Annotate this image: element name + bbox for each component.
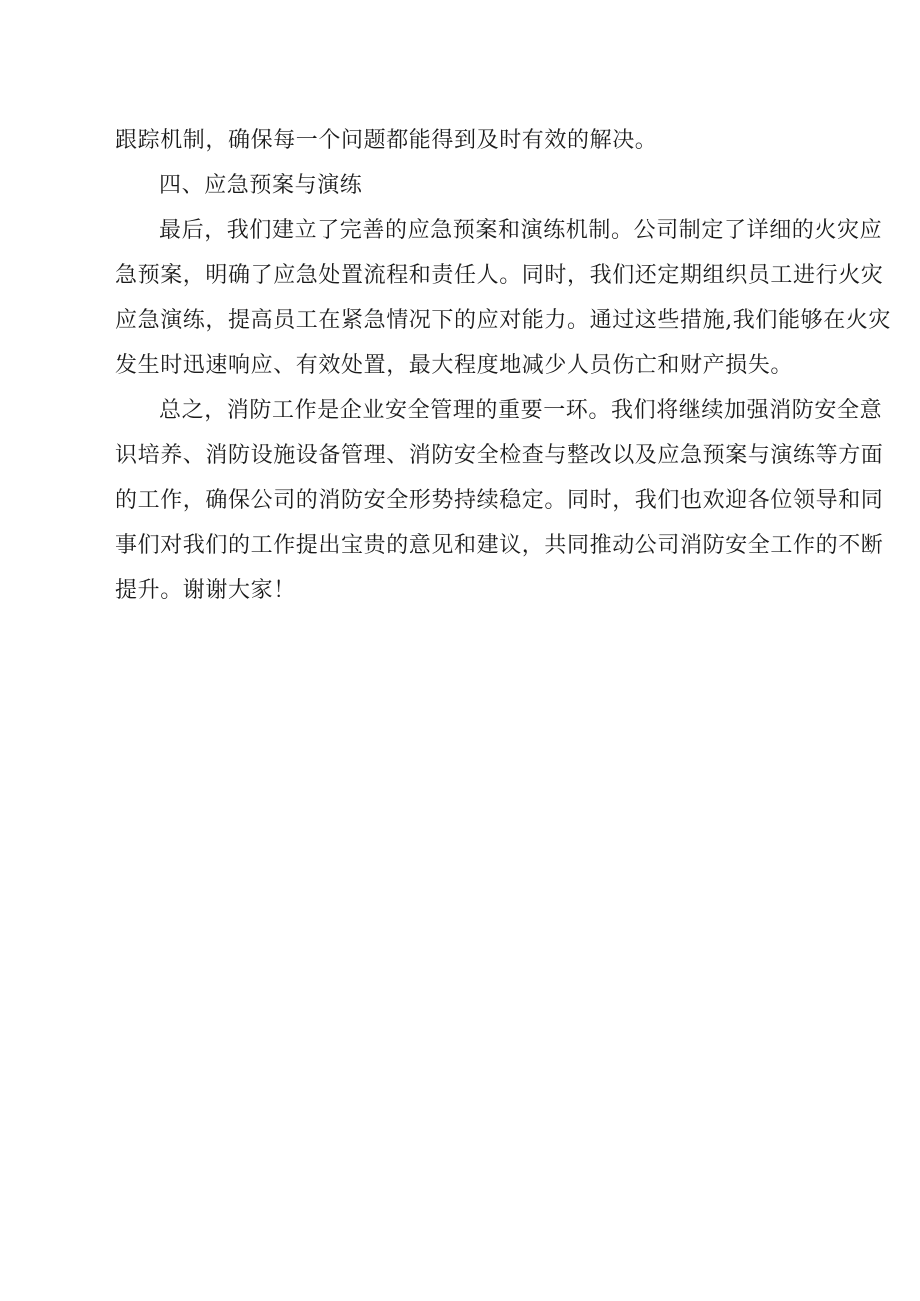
text-line: 识培养、消防设施设备管理、消防安全检查与整改以及应急预案与演练等方面: [115, 443, 884, 468]
text-line: 急预案，明确了应急处置流程和责任人。同时，我们还定期组织员工进行火灾: [115, 263, 884, 288]
document-body: [115, 118, 891, 613]
text-line: 跟踪机制，确保每一个问题都能得到及时有效的解决。: [115, 128, 658, 153]
text-line: 最后，我们建立了完善的应急预案和演练机制。公司制定了详细的火灾应: [159, 218, 883, 243]
text-line: 应急演练，提高员工在紧急情况下的应对能力。通过这些措施,我们能够在火灾: [115, 308, 891, 333]
text-line: 事们对我们的工作提出宝贵的意见和建议，共同推动公司消防安全工作的不断: [115, 533, 884, 558]
text-line: 发生时迅速响应、有效处置，最大程度地减少人员伤亡和财产损失。: [115, 353, 794, 378]
section-heading: 四、应急预案与演练: [159, 173, 363, 198]
text-line: 的工作，确保公司的消防安全形势持续稳定。同时，我们也欢迎各位领导和同: [115, 488, 884, 513]
text-line: 提升。谢谢大家！: [115, 578, 296, 603]
text-line: 总之，消防工作是企业安全管理的重要一环。我们将继续加强消防安全意: [159, 398, 883, 423]
